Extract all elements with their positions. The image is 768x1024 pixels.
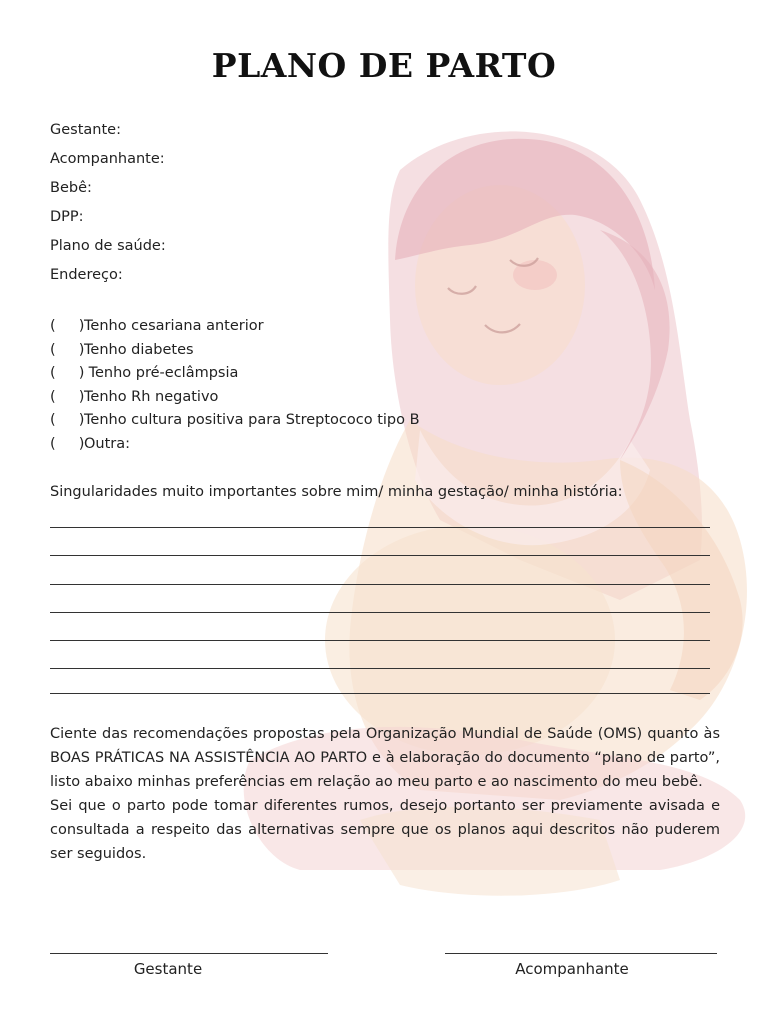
checklist-item-streptococo bbox=[50, 412, 420, 428]
checkbox-blank[interactable]: ( ) bbox=[50, 342, 85, 358]
field-endereco: Endereço: bbox=[50, 267, 123, 283]
writing-line[interactable] bbox=[50, 693, 710, 694]
checklist-label: Tenho pré-eclâmpsia bbox=[84, 365, 239, 381]
checkbox-blank[interactable]: ( ) bbox=[50, 365, 85, 381]
checkbox-blank[interactable]: ( ) bbox=[50, 436, 85, 452]
checklist-label: Tenho Rh negativo bbox=[84, 389, 219, 405]
checkbox-blank[interactable]: ( ) bbox=[50, 389, 85, 405]
field-bebe: Bebê: bbox=[50, 180, 92, 196]
writing-line[interactable] bbox=[50, 584, 710, 585]
singularities-label: Singularidades muito importantes sobre mim/ minha gestação/ minha história: bbox=[50, 484, 623, 500]
writing-line[interactable] bbox=[50, 612, 710, 613]
field-dpp: DPP: bbox=[50, 209, 84, 225]
checklist-item-rh-negativo bbox=[50, 389, 218, 405]
writing-line[interactable] bbox=[50, 668, 710, 669]
signature-line-gestante[interactable] bbox=[50, 953, 328, 954]
checklist-label: Tenho diabetes bbox=[84, 342, 194, 358]
checklist-label: Tenho cultura positiva para Streptococo tipo B bbox=[84, 412, 420, 428]
field-gestante: Gestante: bbox=[50, 122, 121, 138]
signature-line-acompanhante[interactable] bbox=[445, 953, 717, 954]
oms-paragraph: Ciente das recomendações propostas pela Organização Mundial de Saúde (OMS) quanto às BOAS PRÁTICAS NA ASSISTÊNCIA AO PARTO e à elaboração do documento “plano de parto”, listo abaixo minhas preferências em relação ao meu parto e ao nascimento do meu bebê. bbox=[50, 726, 720, 790]
checklist-item-diabetes bbox=[50, 342, 194, 358]
checklist-item-pre-eclampsia bbox=[50, 365, 238, 381]
checklist-label: Outra: bbox=[84, 436, 131, 452]
checkbox-blank[interactable]: ( ) bbox=[50, 318, 85, 334]
field-acompanhante: Acompanhante: bbox=[50, 151, 165, 167]
signature-label-gestante: Gestante bbox=[133, 960, 203, 978]
checklist-label: Tenho cesariana anterior bbox=[84, 318, 264, 334]
parto-paragraph: Sei que o parto pode tomar diferentes rumos, desejo portanto ser previamente avisada e consultada a respeito das alternativas sempre que os planos aqui descritos não puderem ser seguidos. bbox=[50, 798, 720, 862]
writing-line[interactable] bbox=[50, 640, 710, 641]
checklist-item-cesariana bbox=[50, 318, 264, 334]
field-plano-de-saude: Plano de saúde: bbox=[50, 238, 166, 254]
writing-line[interactable] bbox=[50, 555, 710, 556]
writing-line[interactable] bbox=[50, 527, 710, 528]
signature-label-acompanhante: Acompanhante bbox=[515, 960, 629, 978]
page-title: PLANO DE PARTO bbox=[211, 46, 557, 85]
checklist-item-outra bbox=[50, 436, 130, 452]
checkbox-blank[interactable]: ( ) bbox=[50, 412, 85, 428]
